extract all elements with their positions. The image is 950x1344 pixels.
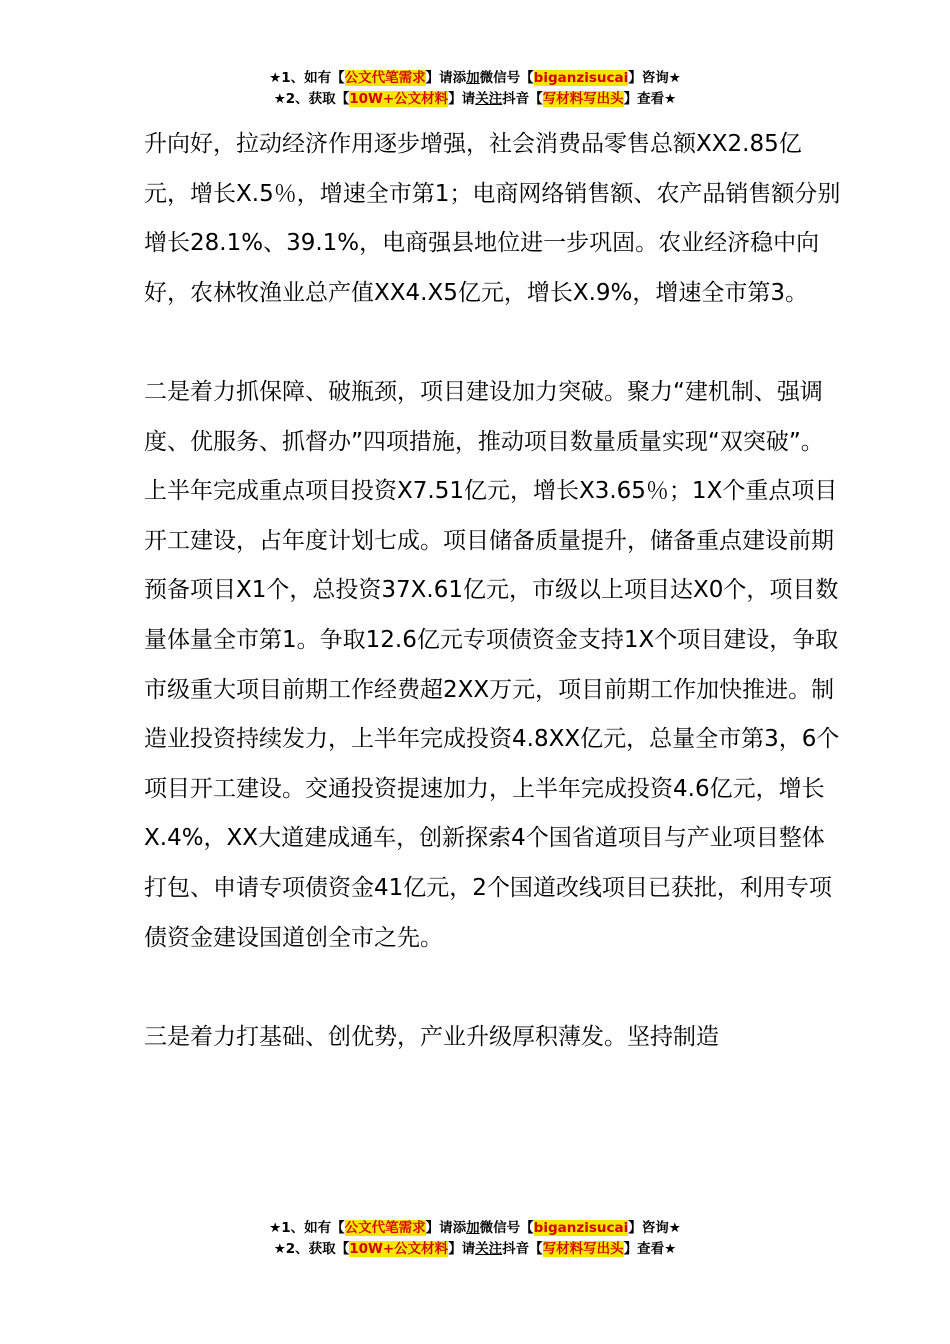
highlight-douyin-account: 写材料写出头 <box>542 1241 624 1257</box>
paragraph-industry-upgrade: 三是着力打基础、创优势，产业升级厚积薄发。坚持制造 <box>144 1023 719 1050</box>
footer-banner-line-2: ★2、获取【10W+公文材料】请关注抖音【写材料写出头】查看★ <box>273 1241 677 1257</box>
highlight-materials: 10W+公文材料 <box>349 91 449 107</box>
header-banner-line-2: ★2、获取【10W+公文材料】请关注抖音【写材料写出头】查看★ <box>273 91 677 107</box>
highlight-materials: 10W+公文材料 <box>349 1241 449 1257</box>
footer-banner <box>0 1218 950 1260</box>
highlight-ghostwriting: 公文代笔需求 <box>344 1220 426 1236</box>
paragraph-consumption-economy: 升向好，拉动经济作用逐步增强，社会消费品零售总额XX2.85亿元，增长X.5％，增速全市第1；电商网络销售额、农产品销售额分别增长28.1%、39.1%，电商强县地位进一步巩固。农业经济稳中向好，农林牧渔业总产值XX4.X5亿元，增长X.9%，增速全市第3。 <box>144 131 841 306</box>
highlight-ghostwriting: 公文代笔需求 <box>344 70 426 86</box>
footer-banner-line-1: ★1、如有【公文代笔需求】请添加微信号【biganzisucai】咨询★ <box>269 1220 681 1236</box>
header-banner-line-1: ★1、如有【公文代笔需求】请添加微信号【biganzisucai】咨询★ <box>269 70 681 86</box>
paragraph-project-construction: 二是着力抓保障、破瓶颈，项目建设加力突破。聚力“建机制、强调度、优服务、抓督办”四项措施，推动项目数量质量实现“双突破”。上半年完成重点项目投资X7.51亿元，增长X3.65％；1X个重点项目开工建设，占年度计划七成。项目储备质量提升，储备重点建设前期预备项目X1个，总投资37X.61亿元，市级以上项目达X0个，项目数量体量全市第1。争取12.6亿元专项债资金支持1X个项目建设，争取市级重大项目前期工作经费超2XX万元，项目前期工作加快推进。制造业投资持续发力，上半年完成投资4.8XX亿元，总量全市第3，6个项目开工建设。交通投资提速加力，上半年完成投资4.6亿元，增长X.4%，XX大道建成通车，创新探索4个国省道项目与产业项目整体打包、申请专项债资金41亿元，2个国道改线项目已获批，利用专项债资金建设国道创全市之先。 <box>144 378 840 951</box>
document-body <box>144 120 844 1062</box>
header-banner <box>0 68 950 110</box>
highlight-wechat-id: biganzisucai <box>533 70 629 86</box>
highlight-wechat-id: biganzisucai <box>533 1220 629 1236</box>
highlight-douyin-account: 写材料写出头 <box>542 91 624 107</box>
